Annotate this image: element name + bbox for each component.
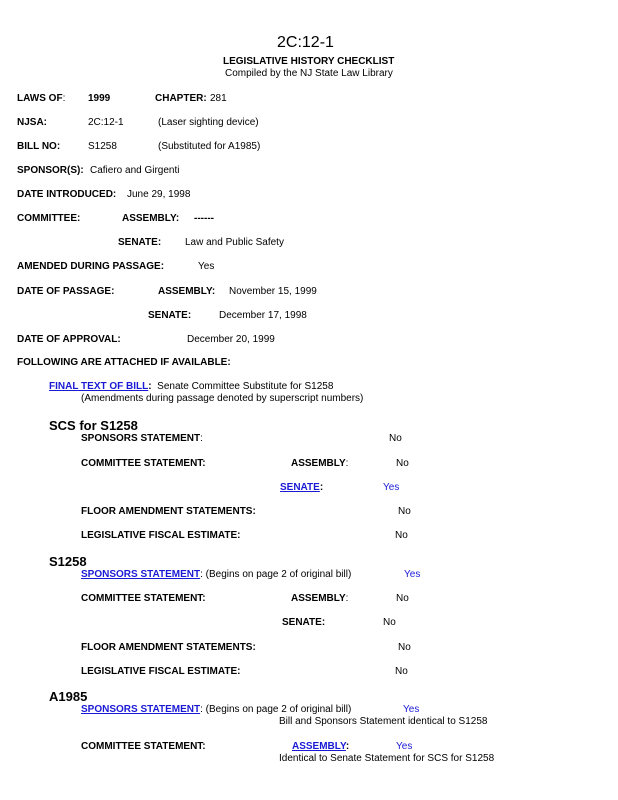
njsa-note: (Laser sighting device) — [158, 117, 259, 128]
page-title: 2C:12-1 — [277, 34, 334, 51]
passage-senate-label: SENATE: — [148, 310, 192, 321]
s1258-senate-label: SENATE: — [282, 617, 326, 628]
scs-floor-label: FLOOR AMENDMENT STATEMENTS: — [81, 506, 256, 517]
scs-fiscal-value: No — [395, 530, 408, 541]
date-introduced-value: June 29, 1998 — [127, 189, 191, 200]
a1985-sponsors-link[interactable]: SPONSORS STATEMENT — [81, 704, 201, 715]
scs-assembly-value: No — [396, 458, 409, 469]
document-subtitle: LEGISLATIVE HISTORY CHECKLIST — [223, 56, 395, 67]
njsa-value: 2C:12-1 — [88, 117, 124, 128]
sponsors-value: Cafiero and Girgenti — [90, 165, 180, 176]
scs-assembly-colon: : — [345, 458, 349, 469]
scs-sponsors-value: No — [389, 433, 402, 444]
s1258-assembly-value: No — [396, 593, 409, 604]
compiled-by: Compiled by the NJ State Law Library — [225, 68, 393, 79]
a1985-sponsors-identical: Bill and Sponsors Statement identical to S1258 — [279, 716, 488, 727]
laws-of-value: 1999 — [88, 93, 111, 104]
scs-sponsors-line — [81, 434, 203, 444]
bill-no-value: S1258 — [88, 141, 117, 152]
s1258-floor-label: FLOOR AMENDMENT STATEMENTS: — [81, 642, 256, 653]
a1985-assembly-colon: : — [345, 741, 350, 752]
s1258-sponsors-line — [81, 570, 351, 580]
s1258-sponsors-note: : (Begins on page 2 of original bill) — [200, 569, 352, 580]
final-text-note: (Amendments during passage denoted by superscript numbers) — [81, 393, 364, 404]
bill-no-note: (Substituted for A1985) — [158, 141, 261, 152]
s1258-assembly-label: ASSEMBLY — [291, 593, 346, 604]
passage-senate-value: December 17, 1998 — [219, 310, 307, 321]
njsa-label: NJSA: — [17, 117, 48, 128]
final-text-line — [49, 382, 333, 392]
committee-senate-value: Law and Public Safety — [185, 237, 284, 248]
s1258-senate-value: No — [383, 617, 396, 628]
attached-label: FOLLOWING ARE ATTACHED IF AVAILABLE: — [17, 357, 231, 368]
passage-label: DATE OF PASSAGE: — [17, 286, 115, 297]
passage-assembly-value: November 15, 1999 — [229, 286, 317, 297]
final-text-colon: : — [148, 381, 152, 392]
scs-assembly-line — [291, 459, 348, 469]
s1258-heading: S1258 — [49, 554, 87, 569]
a1985-assembly-value-link[interactable]: Yes — [396, 741, 413, 752]
a1985-sponsors-line — [81, 705, 351, 715]
scs-senate-colon: : — [319, 482, 324, 493]
approval-label: DATE OF APPROVAL: — [17, 334, 121, 345]
a1985-committee-label: COMMITTEE STATEMENT: — [81, 741, 206, 752]
scs-floor-value: No — [398, 506, 411, 517]
s1258-fiscal-label: LEGISLATIVE FISCAL ESTIMATE: — [81, 666, 241, 677]
laws-of-label: LAWS OF — [17, 93, 63, 104]
scs-committee-label: COMMITTEE STATEMENT: — [81, 458, 206, 469]
scs-sponsors-colon: : — [200, 433, 203, 444]
laws-of-colon: : — [62, 93, 66, 104]
amended-value: Yes — [198, 261, 215, 272]
a1985-heading: A1985 — [49, 689, 88, 704]
a1985-sponsors-value-link[interactable]: Yes — [403, 704, 420, 715]
scs-heading: SCS for S1258 — [49, 418, 138, 433]
s1258-assembly-colon: : — [345, 593, 349, 604]
sponsors-label: SPONSOR(S): — [17, 165, 84, 176]
date-introduced-label: DATE INTRODUCED: — [17, 189, 117, 200]
s1258-floor-value: No — [398, 642, 411, 653]
scs-sponsors-label: SPONSORS STATEMENT — [81, 433, 201, 444]
s1258-sponsors-link[interactable]: SPONSORS STATEMENT — [81, 569, 201, 580]
a1985-assembly-line — [292, 742, 349, 752]
approval-value: December 20, 1999 — [187, 334, 275, 345]
chapter-label: CHAPTER: — [155, 93, 207, 104]
bill-no-label: BILL NO: — [17, 141, 61, 152]
a1985-assembly-identical: Identical to Senate Statement for SCS for S1258 — [279, 753, 495, 764]
s1258-fiscal-value: No — [395, 666, 408, 677]
committee-senate-label: SENATE: — [118, 237, 162, 248]
a1985-sponsors-note: : (Begins on page 2 of original bill) — [200, 704, 352, 715]
scs-senate-value-link[interactable]: Yes — [383, 482, 400, 493]
laws-of-field — [17, 94, 65, 104]
scs-senate-link[interactable]: SENATE — [280, 482, 320, 493]
a1985-assembly-link[interactable]: ASSEMBLY — [292, 741, 346, 752]
s1258-committee-label: COMMITTEE STATEMENT: — [81, 593, 206, 604]
final-text-link[interactable]: FINAL TEXT OF BILL — [49, 381, 149, 392]
amended-label: AMENDED DURING PASSAGE: — [17, 261, 165, 272]
committee-assembly-value: ------ — [194, 213, 214, 224]
s1258-sponsors-value-link[interactable]: Yes — [404, 569, 421, 580]
scs-fiscal-label: LEGISLATIVE FISCAL ESTIMATE: — [81, 530, 241, 541]
s1258-assembly-line — [291, 594, 348, 604]
passage-assembly-label: ASSEMBLY: — [158, 286, 216, 297]
final-text-desc: Senate Committee Substitute for S1258 — [157, 381, 334, 392]
scs-assembly-label: ASSEMBLY — [291, 458, 346, 469]
scs-senate-line — [280, 483, 323, 493]
committee-label: COMMITTEE: — [17, 213, 81, 224]
committee-assembly-label: ASSEMBLY: — [122, 213, 180, 224]
chapter-value: 281 — [210, 93, 227, 104]
